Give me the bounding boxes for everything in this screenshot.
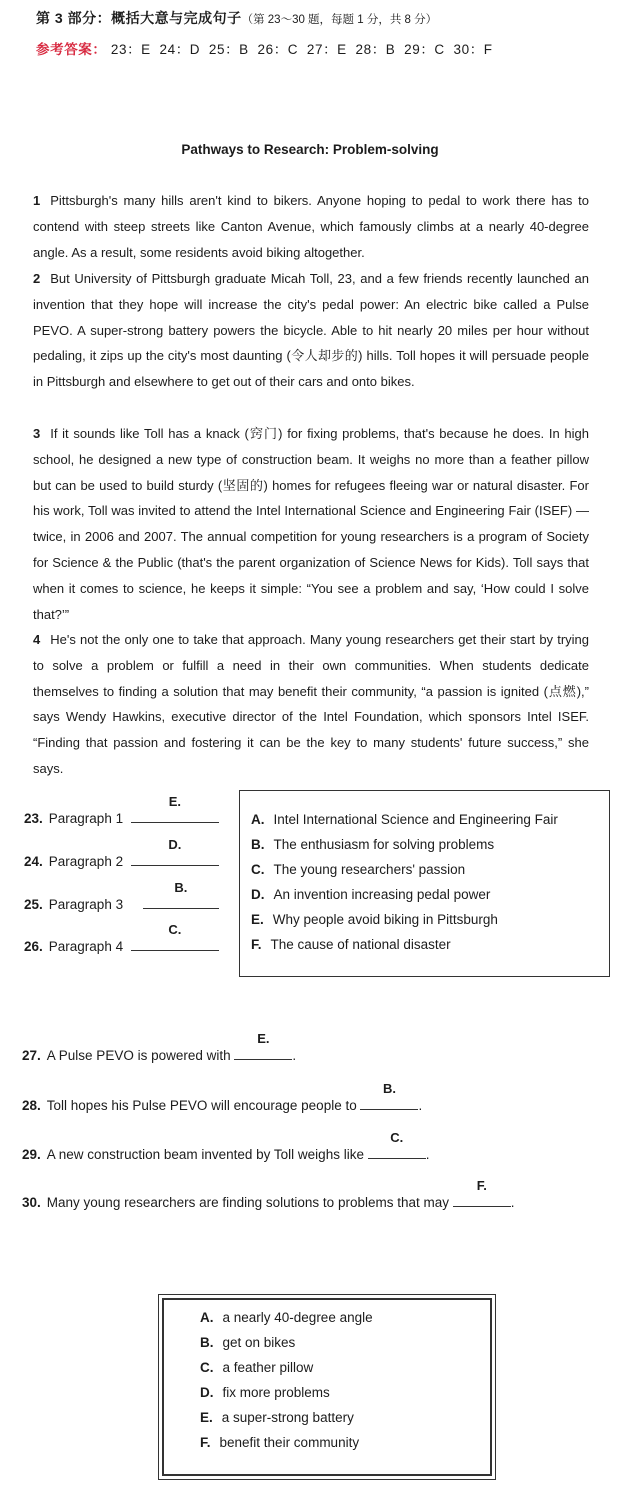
question-number: 25. — [24, 897, 43, 912]
matching-question — [24, 922, 244, 954]
answer-blank[interactable] — [131, 922, 219, 951]
option-text: fix more problems — [222, 1385, 330, 1400]
answer-key-item: 25：B — [208, 42, 249, 57]
paragraph-2 — [33, 266, 589, 395]
option-letter: F. — [200, 1435, 211, 1450]
matching-option — [251, 912, 498, 927]
option-text: a feather pillow — [222, 1360, 314, 1375]
answer-key-item: 26：C — [257, 42, 299, 57]
option-letter: C. — [200, 1360, 214, 1375]
paragraph-1 — [33, 188, 589, 265]
answer-text: B. — [174, 880, 188, 895]
question-label: Paragraph 1 — [48, 811, 124, 826]
completion-option — [200, 1360, 313, 1375]
option-text: The cause of national disaster — [270, 937, 451, 952]
answer-text: C. — [168, 922, 182, 937]
option-text: An invention increasing pedal power — [273, 887, 491, 902]
question-text: Many young researchers are finding solutions to problems that may — [46, 1195, 449, 1210]
option-text: benefit their community — [219, 1435, 360, 1450]
answer-blank[interactable] — [453, 1178, 511, 1207]
answer-blank[interactable] — [143, 880, 219, 909]
option-text: a super-strong battery — [221, 1410, 354, 1425]
matching-question — [24, 880, 244, 912]
question-number: 28. — [22, 1098, 41, 1113]
sentence-end: . — [425, 1147, 430, 1162]
option-letter: E. — [200, 1410, 213, 1425]
answer-key-item: 29：C — [404, 42, 445, 57]
option-letter: B. — [200, 1335, 214, 1350]
article-title: Pathways to Research: Problem-solving — [181, 142, 439, 157]
answer-blank[interactable] — [234, 1031, 292, 1060]
paragraph-number: 1 — [33, 193, 41, 208]
option-letter: D. — [251, 887, 265, 902]
option-text: Intel International Science and Engineering Fair — [273, 812, 558, 827]
answer-key-item: 30：F — [453, 42, 493, 57]
completion-question — [22, 1130, 430, 1162]
paragraph-number: 4 — [33, 632, 41, 647]
matching-option — [251, 887, 490, 902]
matching-option — [251, 812, 558, 827]
question-text: A new construction beam invented by Toll weighs like — [46, 1147, 364, 1162]
matching-option — [251, 837, 494, 852]
option-letter: A. — [251, 812, 265, 827]
question-number: 23. — [24, 811, 43, 826]
option-letter: E. — [251, 912, 264, 927]
answer-blank[interactable] — [131, 794, 219, 823]
answer-blank[interactable] — [360, 1081, 418, 1110]
option-letter: F. — [251, 937, 262, 952]
answer-text: C. — [390, 1130, 404, 1145]
part-title: 第 3 部分：概括大意与完成句子 — [36, 10, 242, 26]
option-letter: D. — [200, 1385, 214, 1400]
answer-key-label: 参考答案： — [36, 42, 107, 57]
paragraph-number: 2 — [33, 271, 41, 286]
option-text: Why people avoid biking in Pittsburgh — [272, 912, 498, 927]
question-number: 26. — [24, 939, 43, 954]
sentence-end: . — [292, 1048, 297, 1063]
completion-option — [200, 1435, 359, 1450]
answer-key-item: 28：B — [355, 42, 396, 57]
paragraph-text: If it sounds like Toll has a knack (窍门) for fixing problems, that's because he does. In high school, he designed a new type of construction beam. It weighs no more than a feather pillow but can be used to build sturdy (坚固的) homes for refugees fleeing war or natural disaster. For his work, Toll was invited to attend the Intel International Science and Engineering Fair (ISEF) — twice, in 2006 and 2007. The annual competition for young researchers is a program of Society for Science & the Public (that's the parent organization of Science News for Kids). Toll says that when it comes to science, he keeps it simple: “You see a problem and say, ‘How could I solve that?’” — [33, 426, 589, 622]
answer-text: E. — [257, 1031, 270, 1046]
answer-blank[interactable] — [368, 1130, 426, 1159]
question-number: 30. — [22, 1195, 41, 1210]
question-text: Toll hopes his Pulse PEVO will encourage people to — [46, 1098, 357, 1113]
completion-question — [22, 1031, 297, 1063]
completion-question — [22, 1081, 423, 1113]
option-text: The enthusiasm for solving problems — [273, 837, 495, 852]
paragraph-text: He's not the only one to take that approach. Many young researchers get their start by trying to solve a problem or fulfill a need in their own communities. When students dedicate themselves to finding a solution that may benefit their community, “a passion is ignited (点燃),” says Wendy Hawkins, executive director of the Intel Foundation, which sponsors Intel ISEF. “Finding that passion and fostering it can be the key to many students' future success,” she says. — [33, 632, 589, 776]
question-label: Paragraph 4 — [48, 939, 124, 954]
answer-text: D. — [168, 837, 182, 852]
completion-option — [200, 1335, 295, 1350]
option-text: The young researchers' passion — [273, 862, 466, 877]
option-letter: A. — [200, 1310, 214, 1325]
matching-question — [24, 794, 244, 826]
matching-option — [251, 937, 451, 952]
matching-question — [24, 837, 244, 869]
sentence-end: . — [418, 1098, 423, 1113]
answer-key — [36, 38, 493, 58]
question-number: 29. — [22, 1147, 41, 1162]
option-text: get on bikes — [222, 1335, 296, 1350]
completion-option — [200, 1385, 330, 1400]
answer-text: F. — [476, 1178, 487, 1193]
option-letter: C. — [251, 862, 265, 877]
section-header — [36, 8, 437, 28]
answer-text: E. — [168, 794, 181, 809]
answer-key-item: 24：D — [159, 42, 201, 57]
part-note: （第 23～30 题，每题 1 分，共 8 分） — [241, 14, 438, 26]
completion-question — [22, 1178, 515, 1210]
matching-option — [251, 862, 465, 877]
question-text: A Pulse PEVO is powered with — [46, 1048, 231, 1063]
answer-text: B. — [382, 1081, 396, 1096]
completion-option — [200, 1310, 373, 1325]
sentence-end: . — [510, 1195, 515, 1210]
paragraph-text: But University of Pittsburgh graduate Micah Toll, 23, and a few friends recently launched an invention that they hope will increase the city's pedal power: An electric bike called a Pulse PEVO. A super-strong battery powers the bicycle. Able to hit nearly 20 miles per hour without pedaling, it zips up the city's most daunting (令人却步的) hills. Toll hopes it will persuade people in Pittsburgh and elsewhere to get out of their cars and onto bikes. — [33, 271, 589, 390]
paragraph-number: 3 — [33, 426, 41, 441]
paragraph-3 — [33, 421, 589, 627]
paragraph-4 — [33, 627, 589, 782]
question-label: Paragraph 3 — [48, 897, 124, 912]
question-number: 24. — [24, 854, 43, 869]
question-number: 27. — [22, 1048, 41, 1063]
question-label: Paragraph 2 — [48, 854, 124, 869]
option-text: a nearly 40-degree angle — [222, 1310, 373, 1325]
option-letter: B. — [251, 837, 265, 852]
answer-key-item: 27：E — [306, 42, 347, 57]
answer-key-item: 23：E — [110, 42, 151, 57]
completion-option — [200, 1410, 354, 1425]
answer-blank[interactable] — [131, 837, 219, 866]
paragraph-text: Pittsburgh's many hills aren't kind to bikers. Anyone hoping to pedal to work there has to contend with steep streets like Canton Avenue, which famously climbs at a nearly 40-degree angle. As a result, some residents avoid biking altogether. — [33, 193, 589, 260]
